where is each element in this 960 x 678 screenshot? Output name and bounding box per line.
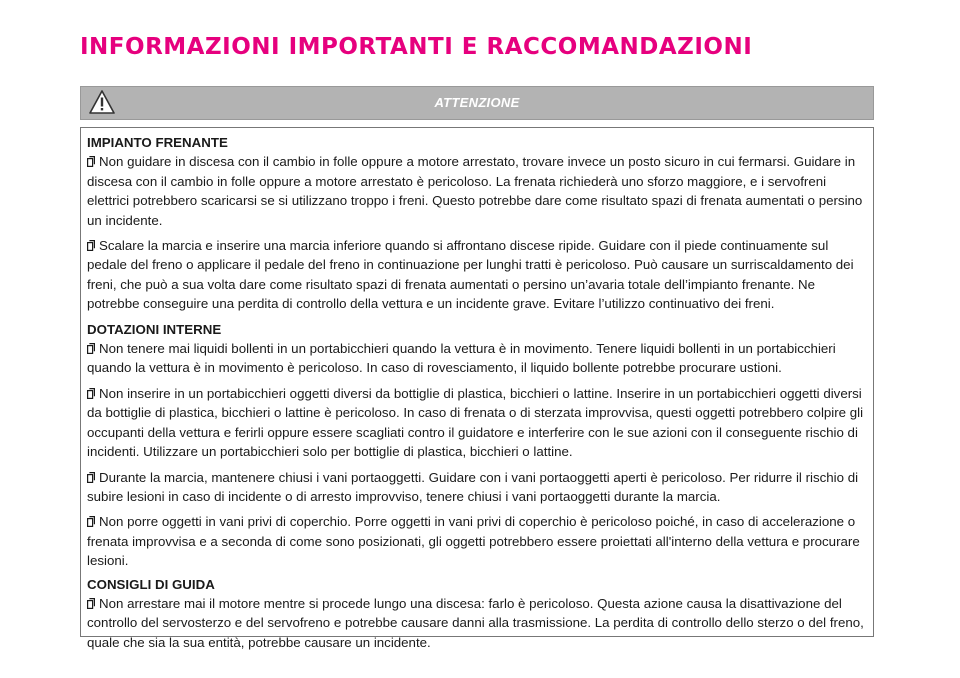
section-heading-interior: DOTAZIONI INTERNE: [87, 321, 222, 337]
bullet-icon: [87, 388, 95, 399]
bullet-icon: [87, 472, 95, 483]
paragraph-text: Non arrestare mai il motore mentre si procede lungo una discesa: farlo è pericoloso. Questa azione causa la disattivazione del controllo del servosterzo e del servofreno e potrebbe causare danni alla trasmissione. La perdita di controllo dello sterzo o del freno, quale che sia la sua entità, potrebbe causare un incidente.: [87, 595, 864, 650]
warning-header: [80, 86, 874, 120]
paragraph-text: Non tenere mai liquidi bollenti in un portabicchieri quando la vettura è in movimento. Tenere liquidi bollenti in un portabicchieri quando la vettura è in movimento è pericoloso. In caso di rovesciamento, il liquido bollente potrebbe procurare ustioni.: [87, 341, 836, 376]
bullet-icon: [87, 598, 95, 609]
bullet-icon: [87, 516, 95, 527]
warning-label: ATTENZIONE: [434, 95, 520, 110]
paragraph: [87, 468, 867, 507]
section-heading-driving-tips: CONSIGLI DI GUIDA: [87, 576, 215, 592]
paragraph: [87, 152, 867, 230]
paragraph: [87, 384, 867, 462]
paragraph-text: Non guidare in discesa con il cambio in folle oppure a motore arrestato, trovare invece un posto sicuro in cui fermarsi. Guidare in discesa con il cambio in folle oppure a motore arrestato è pericoloso. La frenata richiederà uno sforzo maggiore, e i servofreni elettrici potrebbero scaricarsi se si utilizzano troppo i freni. Questo potrebbe dare come risultato spazi di frenata aumentati o persino un incidente.: [87, 154, 863, 228]
paragraph: [87, 339, 867, 378]
paragraph-text: Non inserire in un portabicchieri oggetti diversi da bottiglie di plastica, bicchieri o lattine. Inserire in un portabicchieri oggetti diversi da bottiglie di plastica, bicchieri o lattine è pericoloso. In caso di frenata o di sterzata improvvisa, questi oggetti potrebbero colpire gli occupanti della vettura e ferirli oppure essere scagliati contro il guidatore e interferire con le sue azioni con il conseguente rischio di incidenti. Utilizzare un portabicchieri solo per bottiglie di plastica, bicchieri o lattine.: [87, 385, 864, 460]
paragraph: [87, 236, 867, 314]
page-title: INFORMAZIONI IMPORTANTI E RACCOMANDAZIONI: [80, 34, 753, 60]
bullet-icon: [87, 156, 95, 167]
bullet-icon: [87, 240, 95, 251]
section-heading-brakes: IMPIANTO FRENANTE: [87, 135, 228, 150]
warning-body: [80, 127, 874, 650]
bullet-icon: [87, 343, 95, 354]
paragraph-text: Durante la marcia, mantenere chiusi i vani portaoggetti. Guidare con i vani portaoggetti aperti è pericoloso. Per ridurre il rischio di subire lesioni in caso di incidente o di arresto improvviso, tenere chiusi i vani portaoggetti durante la marcia.: [87, 469, 859, 504]
paragraph-text: Scalare la marcia e inserire una marcia inferiore quando si affrontano discese ripide. Guidare con il piede continuamente sul pedale del freno o applicare il pedale del freno in continuazione per lunghi tratti è pericoloso. Può causare un surriscaldamento dei freni, che può a sua volta dare come risultato spazi di frenata aumentati o persino un’avaria totale dell’impianto frenante. Ne potrebbe conseguire una perdita di controllo della vettura e un incidente grave. Evitare l’utilizzo continuativo dei freni.: [87, 238, 854, 312]
paragraph-text: Non porre oggetti in vani privi di coperchio. Porre oggetti in vani privi di coperchio è pericoloso poiché, in caso di accelerazione o frenata improvvisa e a seconda di come sono posizionati, gli oggetti potrebbero essere proiettati all'interno della vettura e procurare lesioni.: [87, 514, 860, 569]
paragraph: [87, 512, 867, 570]
paragraph: [87, 594, 867, 652]
